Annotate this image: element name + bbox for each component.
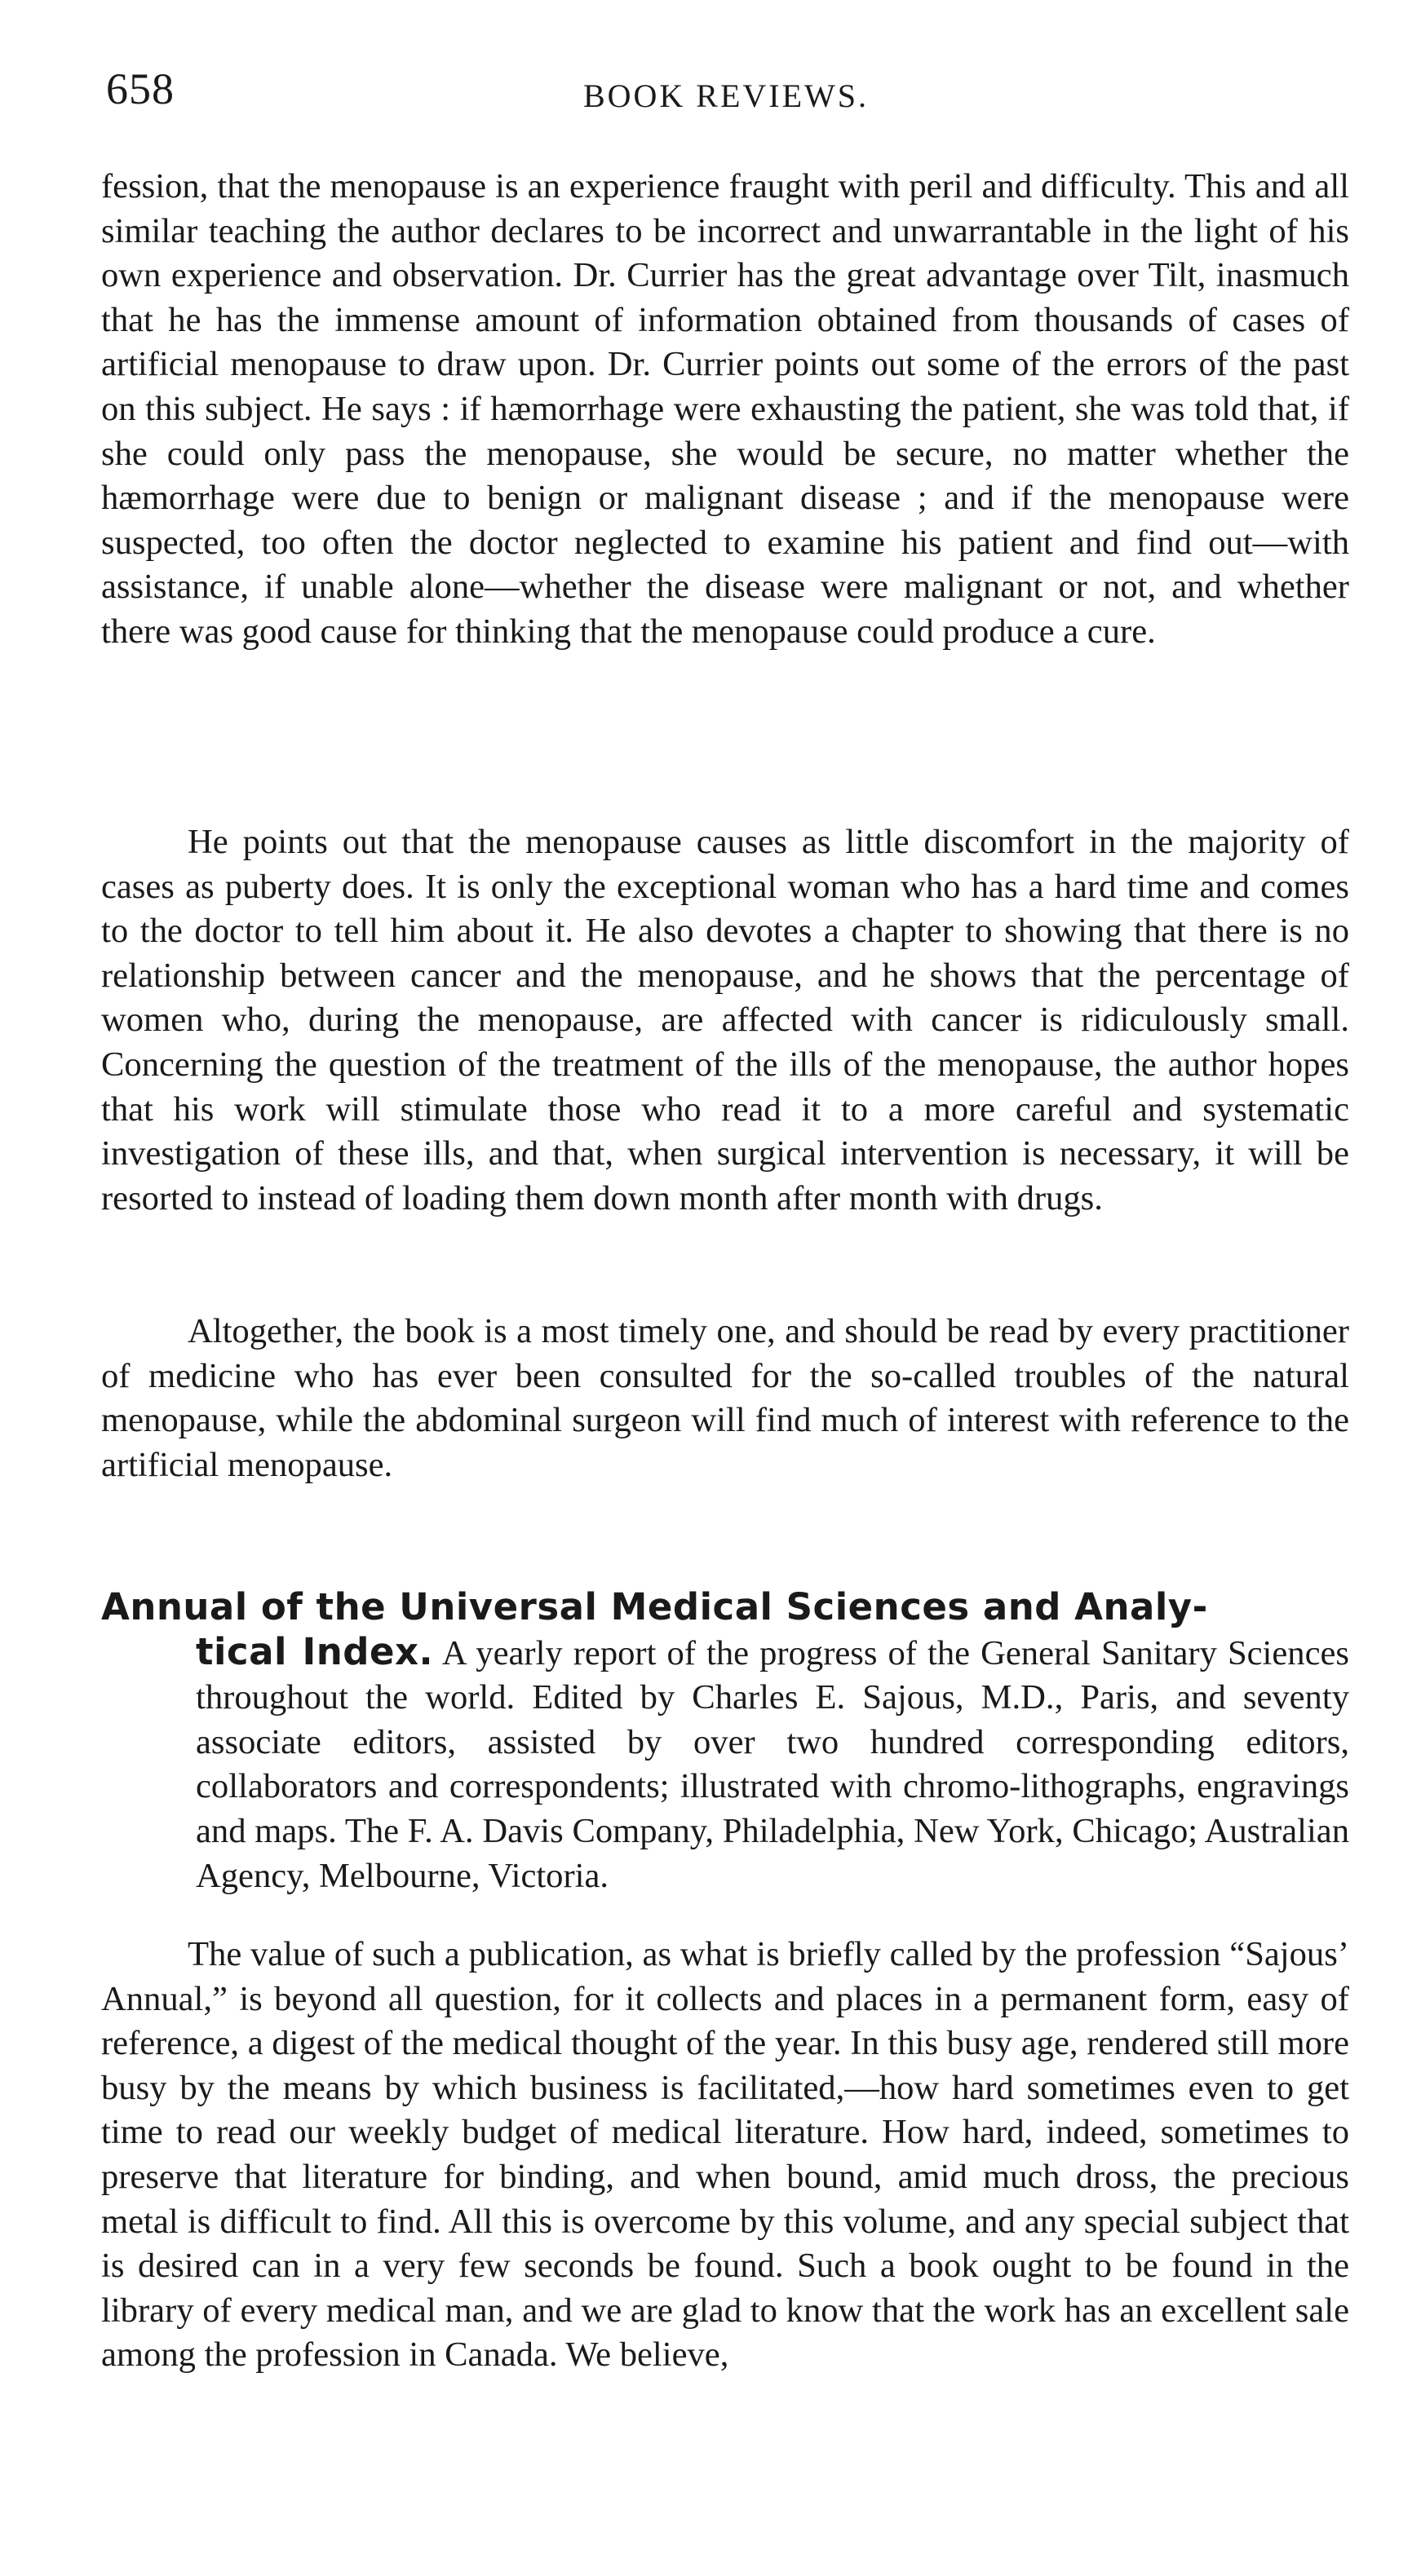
altogether-paragraph: Altogether, the book is a most timely one, and should be read by every practitioner of medicine who has ever been consulted for the so-called troubles of the natural menopause, while the abdominal surgeon will find much of interest with reference to the artificial menopause. <box>101 1312 1349 1484</box>
review-title-line-2: tical Index. <box>196 1629 434 1673</box>
continuation-paragraph: fession, that the menopause is an experience fraught with peril and difficulty. This and all similar teaching the author declares to be incorrect and unwarrantable in the light of his own experience and observation. Dr. Currier has the great advantage over Tilt, inasmuch that he has the immense amount of information obtained from thousands of cases of artificial menopause to draw upon. Dr. Currier points out some of the errors of the past on this subject. He says : if hæmorrhage were exhausting the patient, she was told that, if she could only pass the menopause, she would be secure, no matter whether the hæmorrhage were due to benign or malignant disease ; and if the menopause were suspected, too often the doctor neglected to examine his patient and find out—with assistance, if unable alone—whether the disease were malignant or not, and whether there was good cause for thinking that the menopause could produce a cure. <box>101 167 1349 651</box>
points-out-paragraph: He points out that the menopause causes as little discomfort in the majority of cases as puberty does. It is only the exceptional woman who has a hard time and comes to the doctor to tell him about it. He also devotes a chapter to showing that there is no relationship between cancer and the menopause, and he shows that the percentage of women who, during the menopause, are affected with cancer is ridiculously small. Concerning the question of the treatment of the ills of the menopause, the author hopes that his work will stimulate those who read it to a more careful and systematic investigation of these ills, and that, when surgical intervention is necessary, it will be resorted to instead of loading them down month after month with drugs. <box>101 823 1349 1217</box>
running-head <box>106 64 1346 121</box>
altogether-paragraph-block <box>101 1310 1349 1487</box>
review-title-line-1: Annual of the Universal Medical Sciences and Analy- <box>101 1585 1208 1628</box>
running-title: BOOK REVIEWS. <box>582 77 870 114</box>
review-heading <box>101 1585 1349 1898</box>
points-out-paragraph-block <box>101 820 1349 1221</box>
continuation-paragraph-block <box>101 165 1349 655</box>
review-citation-block <box>101 1630 1349 1899</box>
review-body-block <box>101 1933 1349 2378</box>
review-citation: A yearly report of the progress of the General Sanitary Sciences throughout the world. Edited by Charles E. Sajous, M.D., Paris, and seventy associate editors, assisted by over two hundred corresponding editors, collaborators and correspondents; illustrated with chromo-lithographs, engravings and maps. The F. A. Davis Company, Philadelphia, New York, Chicago; Australian Agency, Melbourne, Victoria. <box>196 1633 1349 1895</box>
page-number: 658 <box>106 64 175 113</box>
review-body-paragraph: The value of such a publication, as what is briefly called by the profession “Sajous’ Annual,” is beyond all question, for it collects and places in a permanent form, easy of reference, a digest of the medical thought of the year. In this busy age, rendered still more busy by the means by which business is facilitated,—how hard sometimes even to get time to read our weekly budget of medical literature. How hard, indeed, sometimes to preserve that literature for binding, and when bound, amid much dross, the precious metal is difficult to find. All this is overcome by this volume, and any special subject that is desired can in a very few seconds be found. Such a book ought to be found in the library of every medical man, and we are glad to know that the work has an excellent sale among the profession in Canada. We believe, <box>101 1935 1349 2375</box>
